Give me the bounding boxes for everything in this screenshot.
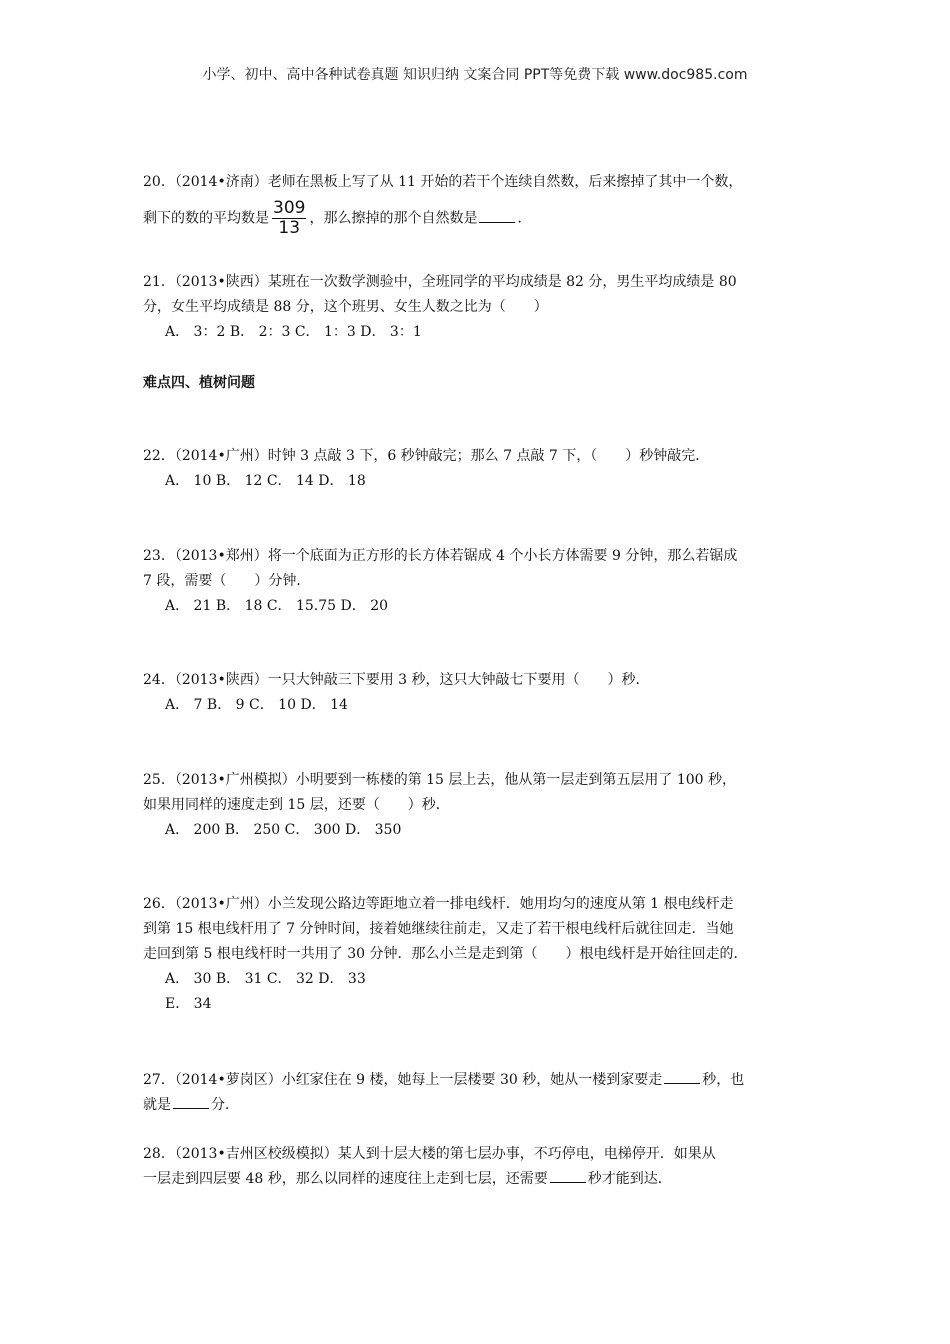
- question-26: [143, 892, 813, 1017]
- question-22: [143, 444, 813, 494]
- question-25: [143, 768, 813, 843]
- answer-blank: [173, 1094, 209, 1109]
- q22-options: A． 10 B． 12 C． 14 D． 18: [165, 473, 366, 489]
- fraction-309-13: [272, 199, 306, 238]
- q21-line1: 21．（2013•陕西）某班在一次数学测验中，全班同学的平均成绩是 82 分，男生平均成绩是 80: [143, 274, 737, 290]
- q25-options: A． 200 B． 250 C． 300 D． 350: [165, 822, 402, 838]
- q23-options: A． 21 B． 18 C． 15.75 D． 20: [165, 598, 389, 614]
- q26-options-extra: E． 34: [165, 996, 212, 1012]
- q20-line2: [143, 199, 813, 238]
- answer-blank: [479, 208, 515, 223]
- fraction-denominator: 13: [278, 218, 301, 238]
- fraction-numerator: 309: [273, 198, 306, 218]
- answer-blank: [664, 1069, 700, 1084]
- page-header-banner: 小学、初中、高中各种试卷真题 知识归纳 文案合同 PPT等免费下载 www.doc985.com: [202, 67, 748, 83]
- q26-options: A． 30 B． 31 C． 32 D． 33: [165, 971, 366, 987]
- q27-line2: [143, 1093, 813, 1118]
- q26-line1: 26．（2013•广州）小兰发现公路边等距地立着一排电线杆．她用均匀的速度从第 1 根电线杆走: [143, 896, 734, 912]
- question-24: [143, 668, 813, 718]
- answer-blank: [550, 1168, 586, 1183]
- q26-line3: 走回到第 5 根电线杆时一共用了 30 分钟．那么小兰是走到第（ ）根电线杆是开始往回走的．: [143, 946, 748, 962]
- q22-line1: 22．（2014•广州）时钟 3 点敲 3 下，6 秒钟敲完；那么 7 点敲 7 下，（ ）秒钟敲完．: [143, 448, 710, 464]
- q24-options: A． 7 B． 9 C． 10 D． 14: [165, 697, 348, 713]
- q27-line1-post: 秒，也: [702, 1072, 745, 1088]
- q27-line2-post: 分．: [211, 1097, 239, 1113]
- q20-line1: 20．（2014•济南）老师在黑板上写了从 11 开始的若干个连续自然数，后来擦掉了其中一个数，: [143, 174, 743, 190]
- q23-line1: 23．（2013•郑州）将一个底面为正方形的长方体若锯成 4 个小长方体需要 9 分钟，那么若锯成: [143, 548, 738, 564]
- q20-line2-end: ．: [517, 210, 532, 227]
- section-heading: 难点四、植树问题: [143, 375, 255, 391]
- question-21: [143, 270, 813, 345]
- q28-line2-post: 秒才能到达．: [587, 1171, 672, 1187]
- q28-line1: 28．（2013•吉州区校级模拟）某人到十层大楼的第七层办事，不巧停电，电梯停开．如果从: [143, 1146, 716, 1162]
- q20-line2-pre: 剩下的数的平均数是: [143, 210, 269, 227]
- question-20: [143, 170, 813, 238]
- q28-line2-pre: 一层走到四层要 48 秒，那么以同样的速度往上走到七层，还需要: [143, 1171, 548, 1187]
- q25-line1: 25．（2013•广州模拟）小明要到一栋楼的第 15 层上去，他从第一层走到第五层用了 100 秒，: [143, 772, 737, 788]
- q23-line2: 7 段，需要（ ）分钟．: [143, 573, 311, 589]
- question-27: [143, 1068, 813, 1118]
- q25-line2: 如果用同样的速度走到 15 层，还要（ ）秒．: [143, 797, 450, 813]
- q28-line2: [143, 1167, 813, 1192]
- question-23: [143, 544, 813, 619]
- q24-line1: 24．（2013•陕西）一只大钟敲三下要用 3 秒，这只大钟敲七下要用（ ）秒．: [143, 672, 650, 688]
- q21-line2: 分，女生平均成绩是 88 分，这个班男、女生人数之比为（ ）: [143, 299, 548, 315]
- q27-line1-pre: 27．（2014•萝岗区）小红家住在 9 楼，她每上一层楼要 30 秒，她从一楼到家要走: [143, 1072, 663, 1088]
- question-28: [143, 1142, 813, 1192]
- q21-options: A． 3：2 B． 2：3 C． 1：3 D． 3：1: [165, 324, 422, 340]
- q27-line2-pre: 就是: [143, 1097, 171, 1113]
- q27-line1: [143, 1068, 813, 1093]
- q20-line2-post: ，那么擦掉的那个自然数是: [309, 210, 478, 227]
- q26-line2: 到第 15 根电线杆用了 7 分钟时间，接着她继续往前走，又走了若干根电线杆后就往回走．当她: [143, 921, 734, 937]
